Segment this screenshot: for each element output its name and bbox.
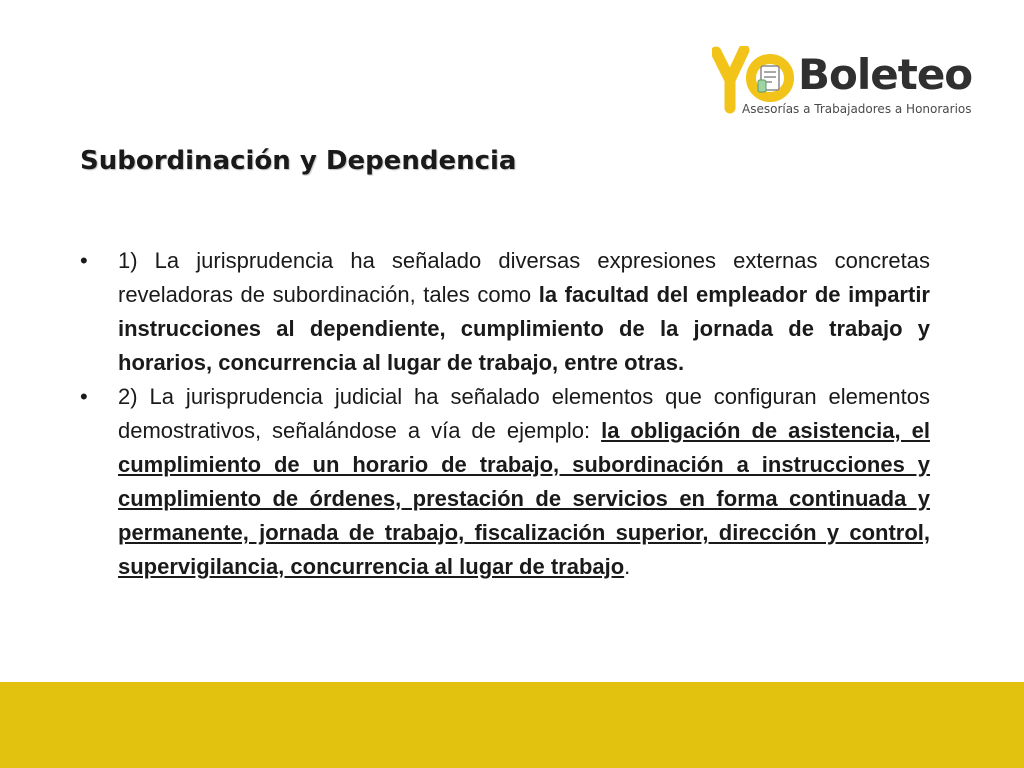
bullet-1-bold-text: la facultad del empleador de impartir instrucciones al dependiente, cumplimiento de la jornada de trabajo y horarios, concurrencia al lugar de trabajo, entre otras. [118,282,930,375]
bullet-1-text: 1) La jurisprudencia ha señalado diversas expresiones externas concretas reveladoras de subordinación, tales como [118,248,930,307]
bullet-item-2 [80,380,930,584]
bullet-list [80,244,930,584]
bullet-2-end: . [624,554,631,579]
slide-title: Subordinación y Dependencia [80,146,517,176]
logo-wordmark: Boleteo [798,50,973,99]
bullet-item-1 [80,244,930,380]
logo-tagline: Asesorías a Trabajadores a Honorarios [742,102,972,116]
bullet-marker: • [80,248,88,273]
bullet-2-underlined-text: la obligación de asistencia, el cumplimiento de un horario de trabajo, subordinación a instrucciones y cumplimiento de órdenes, prestación de servicios en forma continuada y permanente, jornada de trabajo, fiscalización superior, dirección y control, supervigilancia, concurrencia al lugar de trabajo [118,418,930,579]
bullet-marker: • [80,384,88,409]
footer-band [0,682,1024,768]
bullet-2-text: 2) La jurisprudencia judicial ha señalado elementos que configuran elementos demostrativos, señalándose a vía de ejemplo: [118,384,930,443]
yoboleteo-logo [712,46,1002,122]
